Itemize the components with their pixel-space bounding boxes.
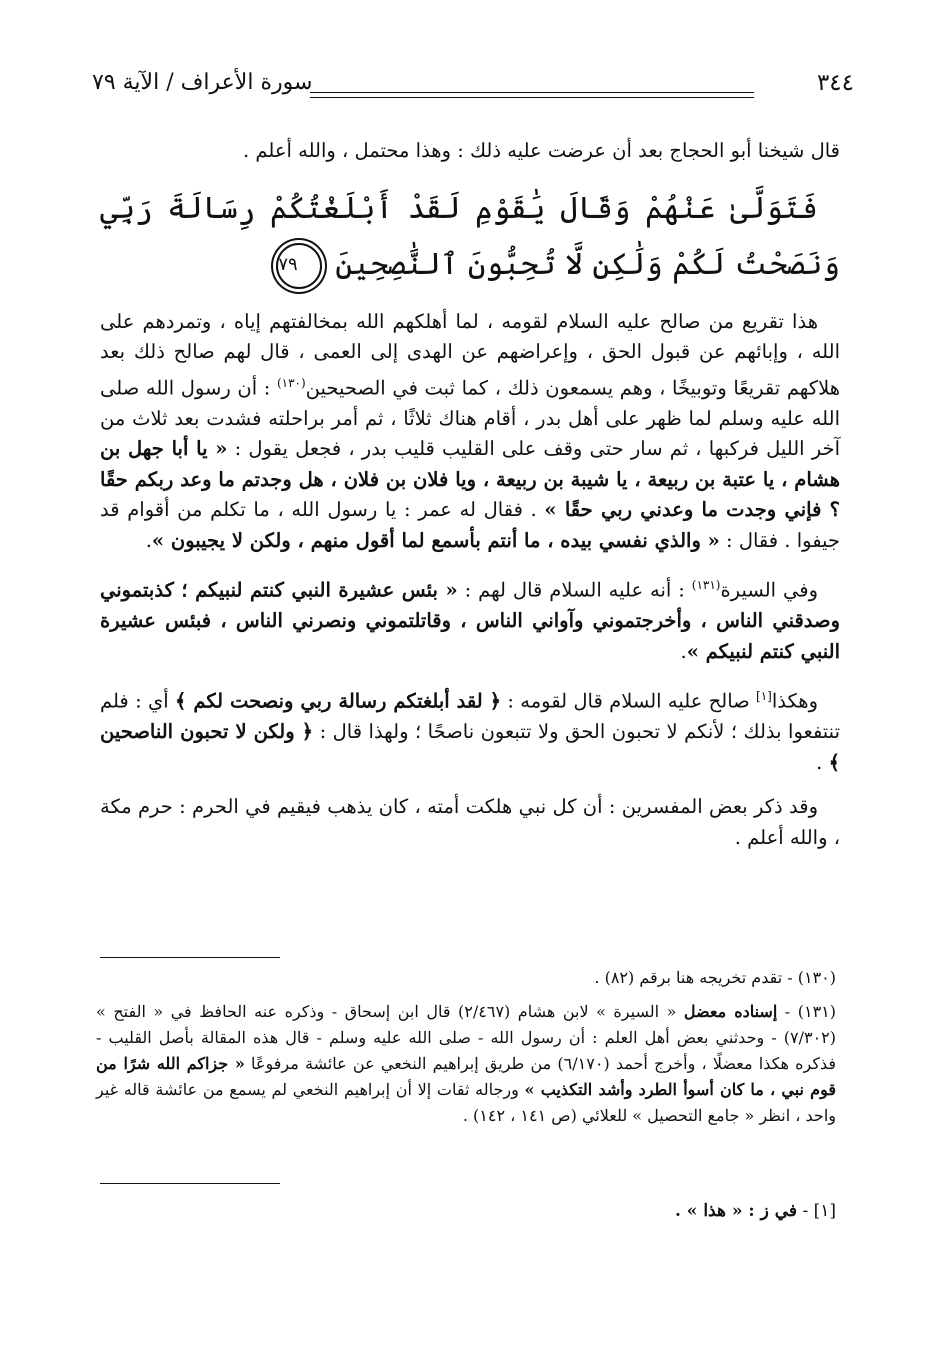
fn131-text-c: ورجاله ثقات إلا أن إبراهيم النخعي لم يسمع من عائشة قاله غير واحد ، انظر « جامع التحصيل » للعلائي (ص ١٤١ ، ١٤٢) .	[96, 1080, 836, 1125]
page-number: ٣٤٤	[816, 70, 854, 96]
paragraph-4: وقد ذكر بعض المفسرين : أن كل نبي هلكت أمته ، كان يذهب فيقيم في الحرم : حرم مكة ، والله أعلم .	[100, 795, 840, 849]
paragraph-2	[100, 570, 840, 667]
footnote-ref-130: (١٣٠)	[276, 375, 306, 390]
fn131-grading: إسناده معضل	[683, 1002, 778, 1021]
edit-note-number: [١] -	[802, 1201, 836, 1221]
paragraph-1	[100, 307, 840, 557]
p2-end: .	[680, 639, 687, 663]
surah-title: سورة الأعراف / الآية ٧٩	[92, 70, 313, 95]
edit-note-ref: [١]	[756, 689, 772, 703]
p1-end: .	[145, 528, 152, 552]
fn131-quote: « جزاكم الله شرًا من قوم نبي ، ما كان أسوأ الطرد وأشد التكذيب »	[96, 1054, 836, 1099]
quran-verse	[100, 181, 840, 293]
edit-note	[675, 1201, 836, 1221]
p3-end: .	[816, 750, 823, 774]
ayah-number-mark: ٧٩	[276, 243, 322, 289]
footnotes	[96, 965, 836, 1137]
footnote-131	[96, 999, 836, 1129]
hadith-quote-2: « والذي نفسي بيده ، ما أنتم بأسمع لما أقول منهم ، ولكن لا يجيبون »	[151, 528, 720, 552]
hadith-quote-3: « بئس عشيرة النبي كنتم لنبيكم ؛ كذبتموني وصدقني الناس ، وأخرجتموني وآواني الناس ، وقاتلتموني ونصرني الناس ، فبئس عشيرة النبي كنتم لنبيكم »	[100, 578, 840, 663]
hadith-quote-1: « يا أبا جهل بن هشام ، يا عتبة بن ربيعة ، يا شيبة بن ربيعة ، ويا فلان بن فلان ، هل وجدتم ما وعد ربكم حقًا ؟ فإني وجدت ما وعدني ربي حقًا »	[100, 437, 840, 521]
p1-text-a: هذا تقريع من صالح عليه السلام لقومه ، لما أهلكهم الله بمخالفتهم إياه ، وتمردهم على الله ، وإبائهم عن قبول الحق ، وإعراضهم عن الهدى إلى العمى ، قال لهم صالح ذلك بعد هلاكهم تقريعًا وتوبيخًا ، وهم يسمعون ذلك ، كما ثبت في الصحيحين	[100, 309, 841, 399]
p3-text-a: وهكذا	[771, 689, 818, 713]
header-rule	[310, 92, 754, 93]
edit-note-divider	[100, 1183, 280, 1184]
page-header	[92, 70, 854, 110]
p1-text-c: . فقال له عمر : يا رسول الله ، ما تكلم من أقوام قد جيفوا . فقال :	[100, 498, 840, 552]
main-text	[100, 136, 840, 867]
footnote-divider	[100, 957, 280, 958]
fn131-text-b: « السيرة » لابن هشام (٢/٤٦٧) قال ابن إسحاق - وذكره عنه الحافظ في « الفتح » (٧/٣٠٢) - وحدثني بعض أهل العلم : أن رسول الله - صلى الله عليه وسلم - قال هذه المقالة بأصل القليب - فذكره هكذا معضلًا ، وأخرج أحمد (٦/١٧٠) من طريق إبراهيم النخعي عن عائشة مرفوعًا	[96, 1002, 837, 1073]
p3-text-c: أي : فلم تنتفعوا بذلك ؛ لأنكم لا تحبون الحق ولا تتبعون ناصحًا ؛ ولهذا قال :	[100, 689, 840, 743]
verse-quote-2: ﴿ ولكن لا تحبون الناصحين ﴾	[100, 720, 840, 774]
p2-text-b: : أنه عليه السلام قال لهم :	[464, 578, 685, 602]
footnote-130: (١٣٠) - تقدم تخريجه هنا برقم (٨٢) .	[594, 968, 836, 987]
header-rule-second	[310, 97, 754, 98]
fn131-number: (١٣١) -	[784, 1002, 837, 1021]
paragraph-3	[100, 681, 840, 778]
p2-text-a: وفي السيرة	[720, 578, 818, 602]
verse-quote-1: ﴿ لقد أبلغتكم رسالة ربي ونصحت لكم ﴾	[175, 689, 502, 713]
edit-note-text: في ز : « هذا » .	[674, 1201, 798, 1221]
ayah-text: فَتَوَلَّىٰ عَنْهُمْ وَقَالَ يَٰقَوْمِ لَقَدْ أَبْلَغْتُكُمْ رِسَالَةَ رَبِّي وَنَصَحْتُ لَكُمْ وَلَٰكِن لَّا تُحِبُّونَ ٱلنَّٰصِحِينَ	[100, 190, 840, 282]
p3-text-b: صالح عليه السلام قال لقومه :	[507, 689, 750, 713]
intro-paragraph: قال شيخنا أبو الحجاج بعد أن عرضت عليه ذلك : وهذا محتمل ، والله أعلم .	[243, 139, 840, 162]
footnote-ref-131: (١٣١)	[691, 578, 721, 592]
p1-text-b: : أن رسول الله صلى الله عليه وسلم لما ظهر على أهل بدر ، أقام هناك ثلاثًا ، ثم أمر براحلته فشدت بعد ثلاث من آخر الليل فركبها ، ثم سار حتى وقف على القليب قليب بدر ، فجعل يقول :	[100, 376, 840, 460]
